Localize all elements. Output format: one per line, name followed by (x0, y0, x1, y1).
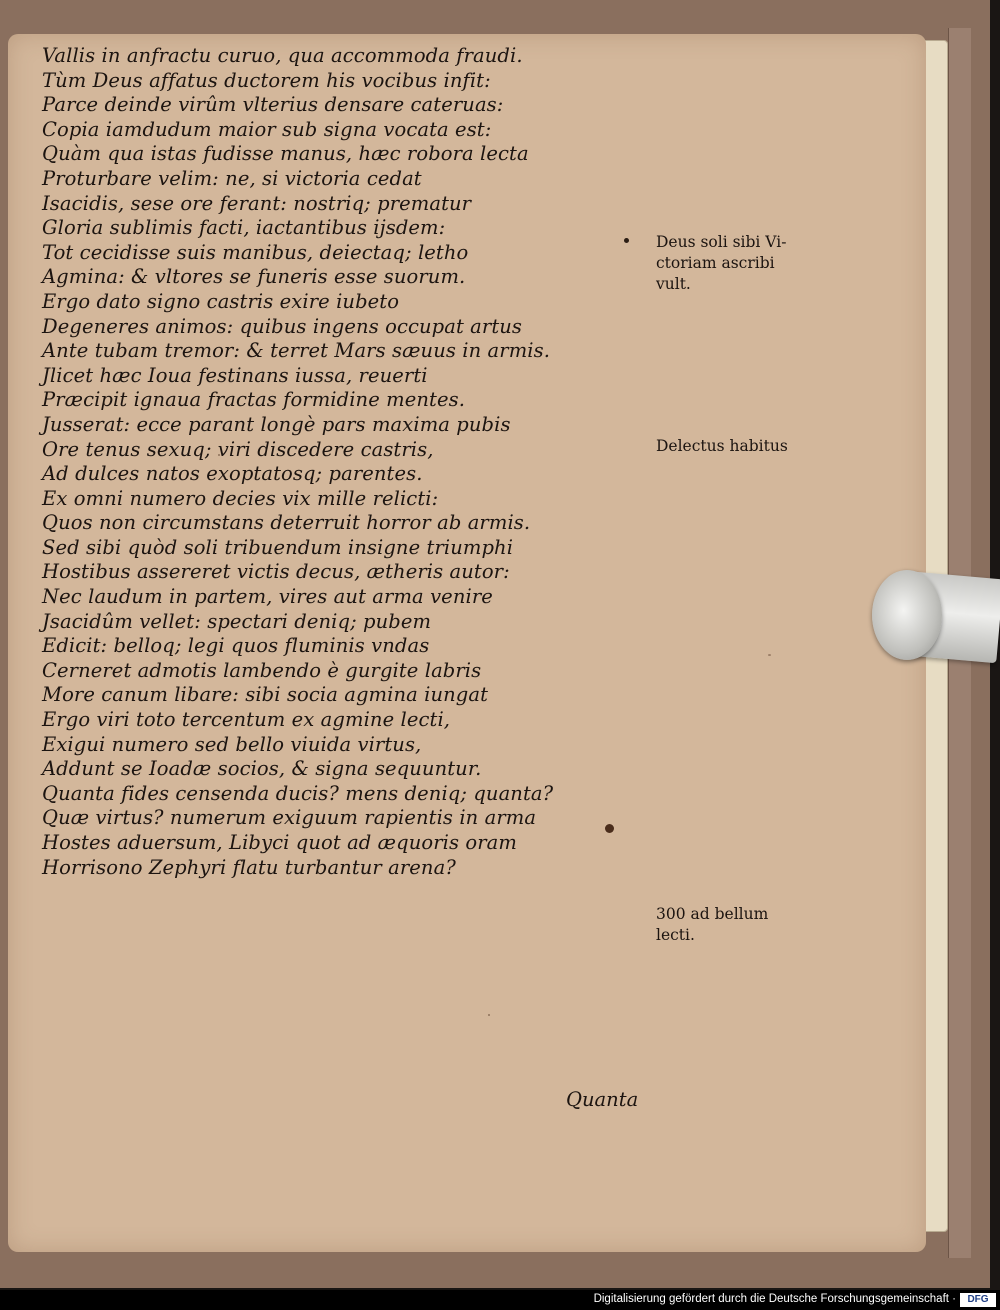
note-line: ctoriam ascribi (656, 254, 775, 272)
note-line: 300 ad bellum (656, 905, 769, 923)
verse-line: Sed sibi quòd soli tribuendum insigne triumphi (42, 535, 514, 559)
verse-line: Ore tenus sexuq; viri discedere castris, (42, 437, 434, 461)
verse-line: Exigui numero sed bello viuida virtus, (42, 732, 422, 756)
verse-line: Horrisono Zephyri flatu turbantur arena? (42, 855, 456, 879)
verse-line: Proturbare velim: ne, si victoria cedat (42, 166, 422, 190)
verse-line: Tot cecidisse suis manibus, deiectaq; letho (42, 240, 469, 264)
footer-bar (0, 1290, 1000, 1310)
catchword: Quanta (566, 1088, 639, 1111)
verse-line: Ad dulces natos exoptatosq; parentes. (42, 462, 423, 486)
verse-line: Agmina: & vltores se funeris esse suorum. (42, 265, 466, 289)
note-line: lecti. (656, 926, 695, 944)
verse-line: Quanta fides censenda ducis? mens deniq; quanta? (42, 781, 554, 805)
verse-line: Ex omni numero decies vix mille relicti: (42, 486, 439, 510)
paper-speck (488, 1014, 490, 1016)
verse-line: Vallis in anfractu curuo, qua accommoda fraudi. (42, 44, 523, 67)
verse-line: More canum libare: sibi socia agmina iungat (42, 683, 489, 707)
marginal-note-victory (656, 232, 836, 295)
verse-line: Quos non circumstans deterruit horror ab armis. (42, 511, 531, 535)
verse-line: Degeneres animos: quibus ingens occupat artus (42, 314, 523, 338)
verse-line: Addunt se Ioadæ socios, & signa sequuntur. (42, 757, 482, 781)
clip-icon (872, 570, 942, 660)
verse-block (42, 44, 632, 880)
verse-line: Ante tubam tremor: & terret Mars sæuus in armis. (42, 339, 551, 363)
verse-line: Isacidis, sese ore ferant: nostriq; prematur (42, 191, 472, 215)
verse-line: Quàm qua istas fudisse manus, hæc robora lecta (42, 142, 529, 166)
verse-line: Quæ virtus? numerum exiguum rapientis in arma (42, 806, 537, 830)
funding-notice: Digitalisierung gefördert durch die Deutsche Forschungsgemeinschaft · (593, 1293, 956, 1305)
verse-line: Tùm Deus affatus ductorem his vocibus infit: (42, 68, 491, 92)
marginal-note-selection (656, 436, 836, 457)
verse-line: Gloria sublimis facti, iactantibus ijsdem: (42, 216, 446, 240)
note-line: Delectus habitus (656, 437, 788, 455)
verse-line: Præcipit ignaua fractas formidine mentes. (42, 388, 466, 412)
verse-line: Jlicet hæc Ioua festinans iussa, reuerti (42, 363, 428, 387)
verse-line: Edicit: belloq; legi quos fluminis vndas (42, 634, 430, 658)
verse-line: Nec laudum in partem, vires aut arma venire (42, 585, 493, 609)
verse-line: Ergo viri toto tercentum ex agmine lecti, (42, 708, 451, 732)
paper-speck (768, 654, 771, 656)
verse-line: Ergo dato signo castris exire iubeto (42, 289, 400, 313)
verse-line: Jsacidûm vellet: spectari deniq; pubem (42, 609, 432, 633)
marginal-note-three-hundred (656, 904, 836, 946)
verse-line: Hostibus assereret victis decus, ætheris autor: (42, 560, 510, 584)
dfg-logo-icon: DFG (960, 1293, 996, 1307)
verse-line: Copia iamdudum maior sub signa vocata est: (42, 117, 492, 141)
verse-line: Hostes aduersum, Libyci quot ad æquoris oram (42, 831, 517, 854)
verse-line: Cerneret admotis lambendo è gurgite labris (42, 658, 482, 682)
verse-line: Jusserat: ecce parant longè pars maxima pubis (42, 412, 511, 436)
verse-line: Parce deinde virûm vlterius densare cateruas: (42, 93, 504, 117)
note-line: Deus soli sibi Vi- (656, 233, 787, 251)
note-line: vult. (656, 275, 691, 293)
margin-bullet (624, 238, 629, 243)
